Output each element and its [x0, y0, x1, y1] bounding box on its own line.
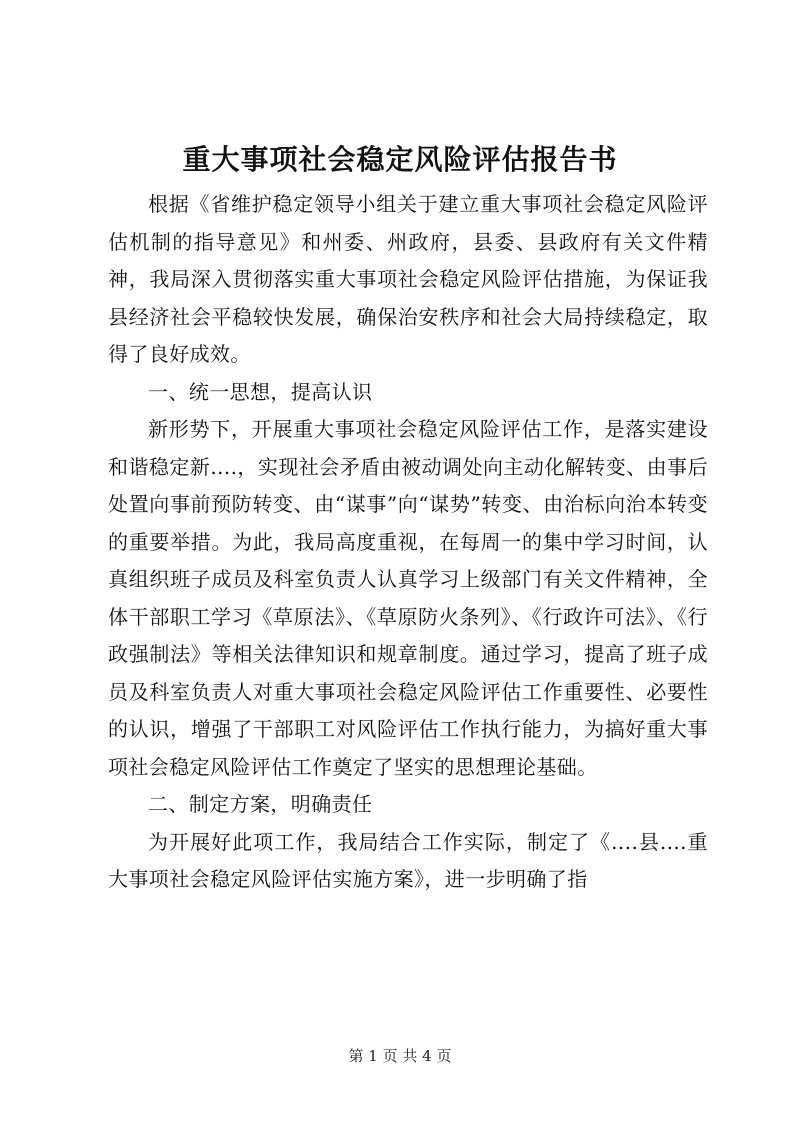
section-2-paragraph: 为开展好此项工作，我局结合工作实际，制定了《....县....重大事项社会稳定风险评估实施方案》，进一步明确了指: [108, 829, 708, 891]
intro-paragraph: 根据《省维护稳定领导小组关于建立重大事项社会稳定风险评估机制的指导意见》和州委、州政府，县委、县政府有关文件精神，我局深入贯彻落实重大事项社会稳定风险评估措施，为保证我县经济社会平稳较快发展，确保治安秩序和社会大局持续稳定，取得了良好成效。: [108, 192, 708, 366]
page-number-footer: 第 1 页 共 4 页: [348, 1047, 452, 1065]
section-heading-1: 一、统一思想，提高认识: [148, 379, 373, 404]
document-title: 重大事项社会稳定风险评估报告书: [182, 143, 618, 176]
section-1-paragraph: 新形势下，开展重大事项社会稳定风险评估工作，是落实建设和谐稳定新....，实现社会矛盾由被动调处向主动化解转变、由事后处置向事前预防转变、由“谋事”向“谋势”转变、由治标向治本转变的重要举措。为此，我局高度重视，在每周一的集中学习时间，认真组织班子成员及科室负责人认真学习上级部门有关文件精神，全体干部职工学习《草原法》、《草原防火条列》、《行政许可法》、《行政强制法》等相关法律知识和规章制度。通过学习，提高了班子成员及科室负责人对重大事项社会稳定风险评估工作重要性、必要性的认识，增强了干部职工对风险评估工作执行能力，为搞好重大事项社会稳定风险评估工作奠定了坚实的思想理论基础。: [108, 417, 708, 779]
document-body: [108, 186, 708, 899]
section-heading-2: 二、制定方案，明确责任: [148, 792, 373, 816]
